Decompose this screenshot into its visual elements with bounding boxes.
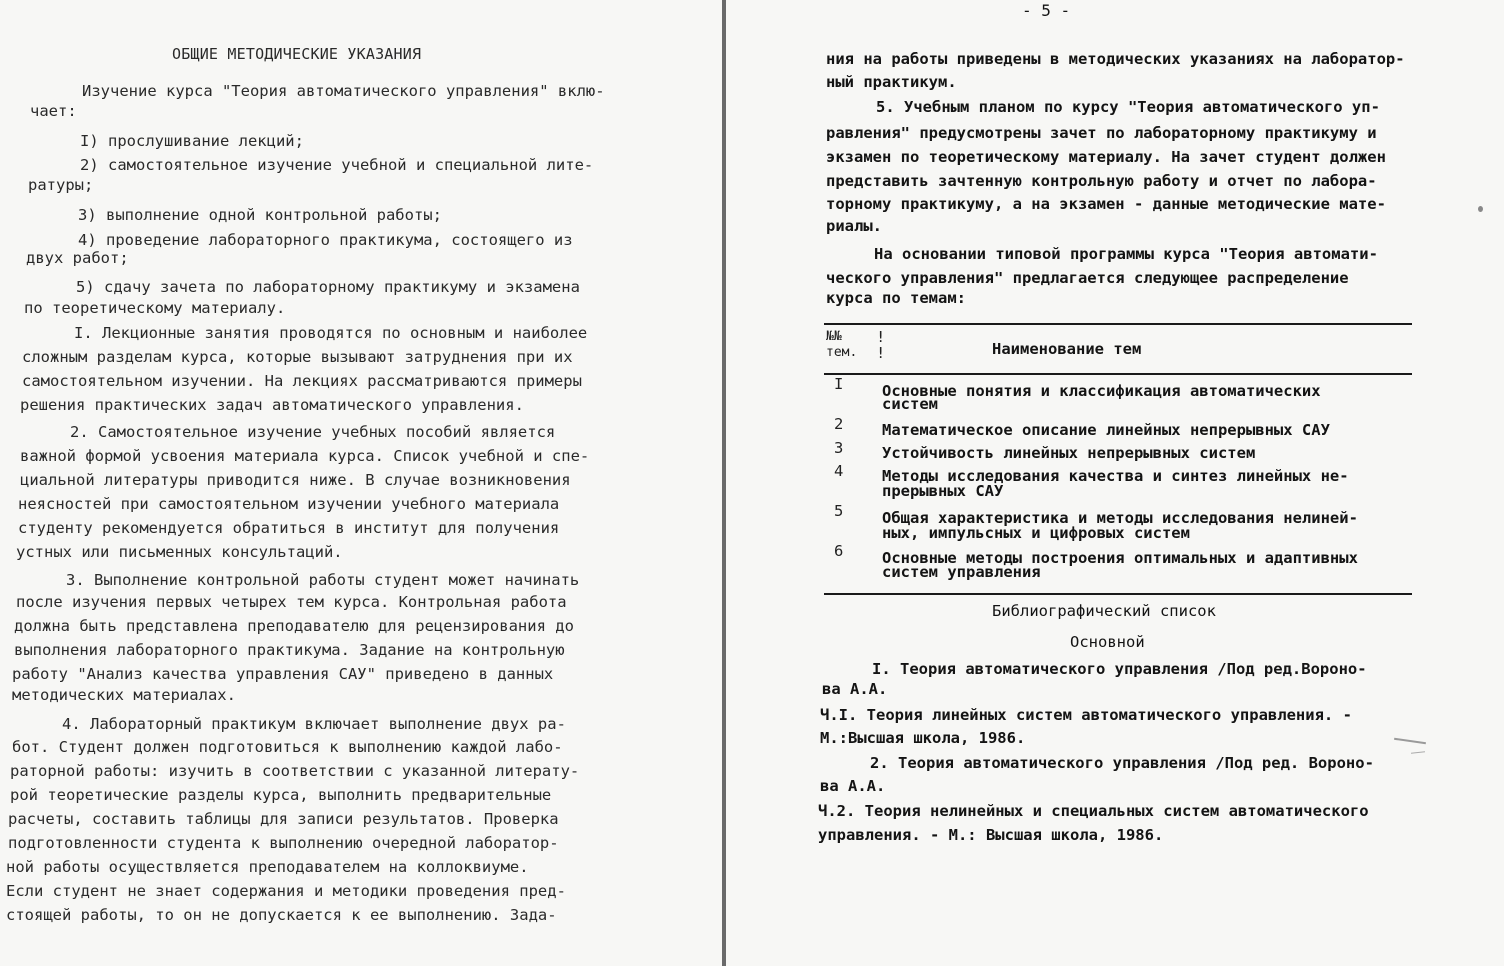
bibliography-line: управления. - М.: Высшая школа, 1986.: [818, 826, 1164, 844]
text-line: самостоятельном изучении. На лекциях рассматриваются примеры: [22, 372, 582, 390]
table-row-number: 5: [834, 502, 844, 520]
table-row-title-cont: систем управления: [882, 563, 1041, 581]
table-row-title: Основные понятия и классификация автоматических: [882, 382, 1321, 400]
left-page: [0, 0, 722, 966]
text-line: устных или письменных консультаций.: [16, 543, 343, 561]
text-line: ческого управления" предлагается следующее распределение: [826, 269, 1349, 287]
scan-mark: [1411, 751, 1425, 753]
bibliography-line: Ч.I. Теория линейных систем автоматического управления. -: [820, 706, 1352, 724]
text-line: 5) сдачу зачета по лабораторному практикуму и экзамена: [76, 278, 580, 296]
text-line: представить зачтенную контрольную работу и отчет по лабора-: [826, 172, 1377, 190]
text-line: 4. Лабораторный практикум включает выполнение двух ра-: [62, 715, 566, 733]
section-title: ОБЩИЕ МЕТОДИЧЕСКИЕ УКАЗАНИЯ: [172, 45, 422, 63]
table-header-separator: !: [876, 344, 886, 362]
bibliography-line: 2. Теория автоматического управления /Под ред. Вороно-: [870, 754, 1374, 772]
text-line: бот. Студент должен подготовиться к выполнению каждой лабо-: [12, 738, 563, 756]
text-line: после изучения первых четырех тем курса. Контрольная работа: [16, 593, 567, 611]
text-line: расчеты, составить таблицы для записи результатов. Проверка: [8, 810, 559, 828]
text-line: чает:: [30, 102, 77, 120]
text-line: I. Лекционные занятия проводятся по основным и наиболее: [74, 324, 588, 342]
table-header-rule: [824, 373, 1412, 375]
table-row-title-cont: прерывных САУ: [882, 482, 1004, 500]
text-line: рой теоретические разделы курса, выполнить предварительные: [10, 786, 552, 804]
text-line: по теоретическому материалу.: [24, 299, 286, 317]
right-page: [726, 0, 1504, 966]
text-line: сложным разделам курса, которые вызывают затруднения при их: [22, 348, 573, 366]
text-line: 4) проведение лабораторного практикума, состоящего из: [78, 231, 573, 249]
text-line: методических материалах.: [12, 686, 236, 704]
table-bottom-rule: [824, 593, 1412, 595]
text-line: ратуры;: [28, 176, 94, 194]
text-line: Изучение курса "Теория автоматического управления" вклю-: [82, 82, 605, 100]
bibliography-line: ва А.А.: [820, 777, 886, 795]
text-line: На основании типовой программы курса "Теория автомати-: [874, 245, 1378, 263]
bibliography-subtitle: Основной: [1070, 633, 1145, 651]
text-line: выполнения лабораторного практикума. Задание на контрольную: [14, 641, 565, 659]
bibliography-title: Библиографический список: [992, 602, 1216, 620]
text-line: экзамен по теоретическому материалу. На зачет студент должен: [826, 148, 1386, 166]
bibliography-line: ва А.А.: [822, 680, 888, 698]
table-header-separator: !: [876, 328, 886, 346]
scan-mark: [1394, 738, 1426, 744]
table-row-number: 2: [834, 415, 844, 433]
table-row-title: Основные методы построения оптимальных и адаптивных: [882, 549, 1358, 567]
text-line: I) прослушивание лекций;: [80, 132, 304, 150]
text-line: работу "Анализ качества управления САУ" приведено в данных: [12, 665, 554, 683]
text-line: торному практикуму, а на экзамен - данные методические мате-: [826, 195, 1386, 213]
table-row-title: Методы исследования качества и синтез линейных не-: [882, 467, 1349, 485]
text-line: раторной работы: изучить в соответствии с указанной литерату-: [10, 762, 580, 780]
table-row-number: 4: [834, 462, 844, 480]
table-row-number: 3: [834, 439, 844, 457]
text-line: ный практикум.: [826, 73, 957, 91]
text-line: 3) выполнение одной контрольной работы;: [78, 206, 442, 224]
table-row-title: Общая характеристика и методы исследования нелиней-: [882, 509, 1358, 527]
bibliography-line: Ч.2. Теория нелинейных и специальных систем автоматического: [818, 802, 1369, 820]
text-line: 3. Выполнение контрольной работы студент может начинать: [66, 571, 580, 589]
text-line: ния на работы приведены в методических указаниях на лаборатор-: [826, 50, 1405, 68]
text-line: двух работ;: [26, 249, 129, 267]
text-line: стоящей работы, то он не допускается к ее выполнению. Зада-: [6, 906, 557, 924]
table-row-title-cont: ных, импульсных и цифровых систем: [882, 524, 1190, 542]
text-line: должна быть представлена преподавателю для рецензирования до: [14, 617, 574, 635]
text-line: ной работы осуществляется преподавателем на коллоквиуме.: [6, 858, 529, 876]
text-line: равления" предусмотрены зачет по лабораторному практикуму и: [826, 124, 1377, 142]
table-row-number: I: [834, 375, 844, 393]
table-header-num: №№: [826, 329, 842, 344]
text-line: решения практических задач автоматического управления.: [20, 396, 524, 414]
bibliography-line: М.:Высшая школа, 1986.: [820, 729, 1026, 747]
table-top-rule: [824, 323, 1412, 325]
text-line: циальной литературы приводится ниже. В случае возникновения: [20, 471, 571, 489]
page-number: - 5 -: [1022, 1, 1071, 20]
table-row-number: 6: [834, 542, 844, 560]
text-line: курса по темам:: [826, 289, 966, 307]
table-header-num-2: тем.: [826, 345, 858, 360]
table-row-title: Устойчивость линейных непрерывных систем: [882, 444, 1256, 462]
text-line: Если студент не знает содержания и методики проведения пред-: [6, 882, 566, 900]
text-line: неясностей при самостоятельном изучении учебного материала: [18, 495, 560, 513]
table-header-title: Наименование тем: [992, 340, 1142, 358]
table-row-title-cont: систем: [882, 395, 938, 413]
text-line: 5. Учебным планом по курсу "Теория автоматического уп-: [876, 98, 1380, 116]
scan-speck: [1478, 206, 1483, 212]
text-line: 2. Самостоятельное изучение учебных пособий является: [70, 423, 556, 441]
text-line: подготовленности студента к выполнению очередной лаборатор-: [8, 834, 559, 852]
text-line: риалы.: [826, 217, 882, 235]
text-line: важной формой усвоения материала курса. Список учебной и спе-: [20, 447, 590, 465]
bibliography-line: I. Теория автоматического управления /Под ред.Вороно-: [872, 660, 1367, 678]
table-row-title: Математическое описание линейных непрерывных САУ: [882, 421, 1330, 439]
text-line: 2) самостоятельное изучение учебной и специальной лите-: [80, 156, 594, 174]
text-line: студенту рекомендуется обратиться в институт для получения: [18, 519, 560, 537]
